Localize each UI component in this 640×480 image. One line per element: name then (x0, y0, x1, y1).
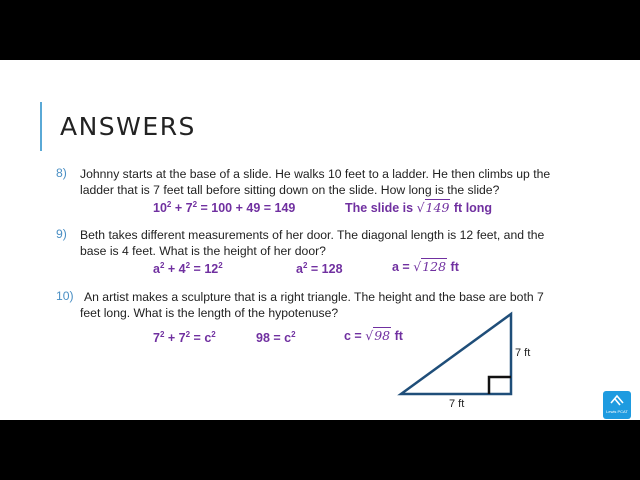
problem-text-line: base is 4 feet. What is the height of her door? (80, 244, 326, 258)
answer: c = √98 ft (344, 328, 403, 343)
triangle-shape (401, 314, 511, 394)
logo-text: Lewis PCAT (606, 409, 628, 414)
equation: $a^2 + 4^2 = 12^2$ (153, 261, 223, 277)
equation: $a^2 = 128$ (296, 261, 343, 277)
problem-text-line: Beth takes different measurements of her door. The diagonal length is 12 feet, and the (80, 228, 545, 242)
right-triangle-diagram (0, 60, 640, 420)
answer: The slide is √149 ft long (345, 200, 493, 215)
equation: $98 = c^2$ (256, 330, 296, 346)
base-label: 7 ft (449, 398, 465, 410)
problem-number: 9) (56, 227, 67, 241)
logo-mark (603, 391, 631, 411)
equation: $10^2 + 7^2 = 100 + 49 = 149$ (153, 200, 296, 216)
equation: $7^2 + 7^2 = c^2$ (153, 330, 216, 346)
logo-icon (603, 391, 631, 419)
problem-text-line: feet long. What is the length of the hypotenuse? (80, 306, 339, 320)
height-label: 7 ft (515, 347, 531, 359)
problem-text-line: An artist makes a sculpture that is a right triangle. The height and the base are both 7 (84, 290, 544, 304)
problem-text-line: ladder that is 7 feet tall before sitting down on the slide. How long is the slide? (80, 183, 500, 197)
problem-text-line: Johnny starts at the base of a slide. He walks 10 feet to a ladder. He then climbs up the (80, 167, 551, 181)
slide (0, 60, 640, 420)
page-title: ANSWERS (60, 112, 196, 141)
right-angle-marker (489, 377, 511, 394)
problem-number: 8) (56, 166, 67, 180)
answer: a = √128 ft (392, 259, 459, 274)
problem-number: 10) (56, 289, 74, 303)
